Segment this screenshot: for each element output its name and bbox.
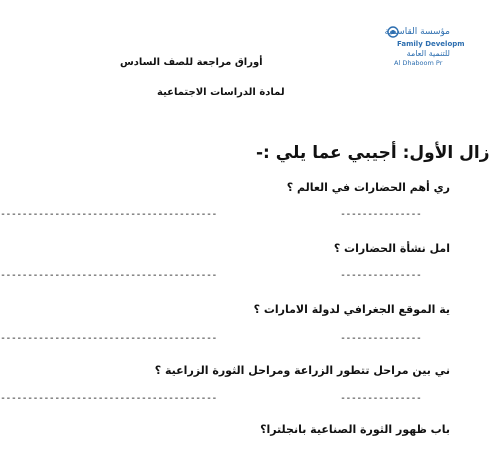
question-3: ية الموقع الجغرافي لدولة الامارات ؟ [253,303,450,316]
question-1: ري أهم الحضارات في العالم ؟ [286,181,450,194]
question-4: ني بين مراحل تتطور الزراعة ومراحل الثورة الزراعية ؟ [154,364,450,377]
answer-line-3-left: ---------------------------------------- [0,333,217,344]
answer-line-4-left: ---------------------------------------- [0,393,217,404]
logo-arabic-subtitle: للتنمية العامة [406,49,450,58]
answer-line-1-left: ---------------------------------------- [0,209,217,220]
logo-english-subtitle: Al Dhaboom Pr [394,59,443,67]
answer-line-2-left: ---------------------------------------- [0,270,217,281]
header-title: أوراق مراجعة للصف السادس [120,57,263,68]
header-subject: لمادة الدراسات الاجتماعية [157,87,285,98]
section-title: زال الأول: أجيبي عما يلي :- [256,143,489,163]
question-2: امل نشأة الحضارات ؟ [333,242,450,255]
answer-line-2-right: --------------- [340,270,422,281]
logo-english-title: Family Developm [397,40,465,48]
answer-line-1-right: --------------- [340,209,422,220]
question-5: باب ظهور الثورة الصناعية بانجلترا؟ [260,423,450,436]
answer-line-4-right: --------------- [340,393,422,404]
answer-line-3-right: --------------- [340,333,422,344]
logo-arabic-title: مؤسسة القاسمية [384,27,450,37]
logo [384,24,465,72]
